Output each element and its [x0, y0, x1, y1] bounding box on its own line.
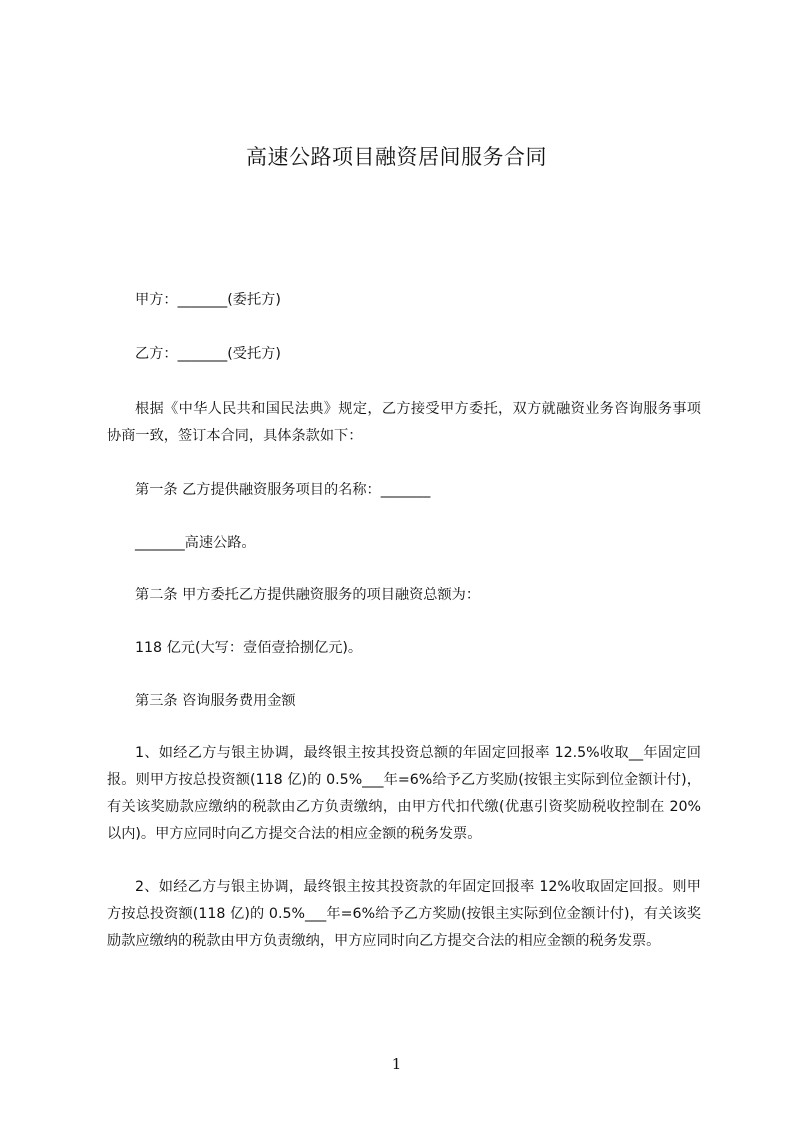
article-1-value: _______高速公路。 — [135, 535, 256, 551]
article-2-heading: 第二条 甲方委托乙方提供融资服务的项目融资总额为： — [135, 587, 481, 603]
page-number: 1 — [391, 1055, 402, 1073]
article-1-heading: 第一条 乙方提供融资服务项目的名称：_______ — [135, 482, 431, 498]
preamble-paragraph: 根据《中华人民共和国民法典》规定，乙方接受甲方委托，双方就融资业务咨询服务事项协商一致，签订本合同，具体条款如下： — [107, 401, 701, 444]
article-3-heading: 第三条 咨询服务费用金额 — [135, 693, 296, 709]
party-a-line: 甲方：_______(委托方) — [135, 292, 281, 308]
party-b-line: 乙方：_______(受托方) — [135, 346, 281, 362]
document-title: 高速公路项目融资居间服务合同 — [246, 145, 547, 169]
article-2-value: 118 亿元(大写：壹佰壹拾捌亿元)。 — [135, 640, 363, 656]
article-3-clause-1: 1、如经乙方与银主协调，最终银主按其投资总额的年固定回报率 12.5%收取__年固定回报。则甲方按总投资额(118 亿)的 0.5%___年=6%给予乙方奖励(按银主实际到位金额计付)，有关该奖励款应缴纳的税款由乙方负责缴纳，由甲方代扣代缴(优惠引资奖励税收控制在 20%以内)。甲方应同时向乙方提交合法的相应金额的税务发票。 — [107, 745, 701, 842]
article-3-clause-2: 2、如经乙方与银主协调，最终银主按其投资款的年固定回报率 12%收取固定回报。则甲方按总投资额(118 亿)的 0.5%___年=6%给予乙方奖励(按银主实际到位金额计付)，有关该奖励款应缴纳的税款由甲方负责缴纳，甲方应同时向乙方提交合法的相应金额的税务发票。 — [107, 879, 701, 949]
